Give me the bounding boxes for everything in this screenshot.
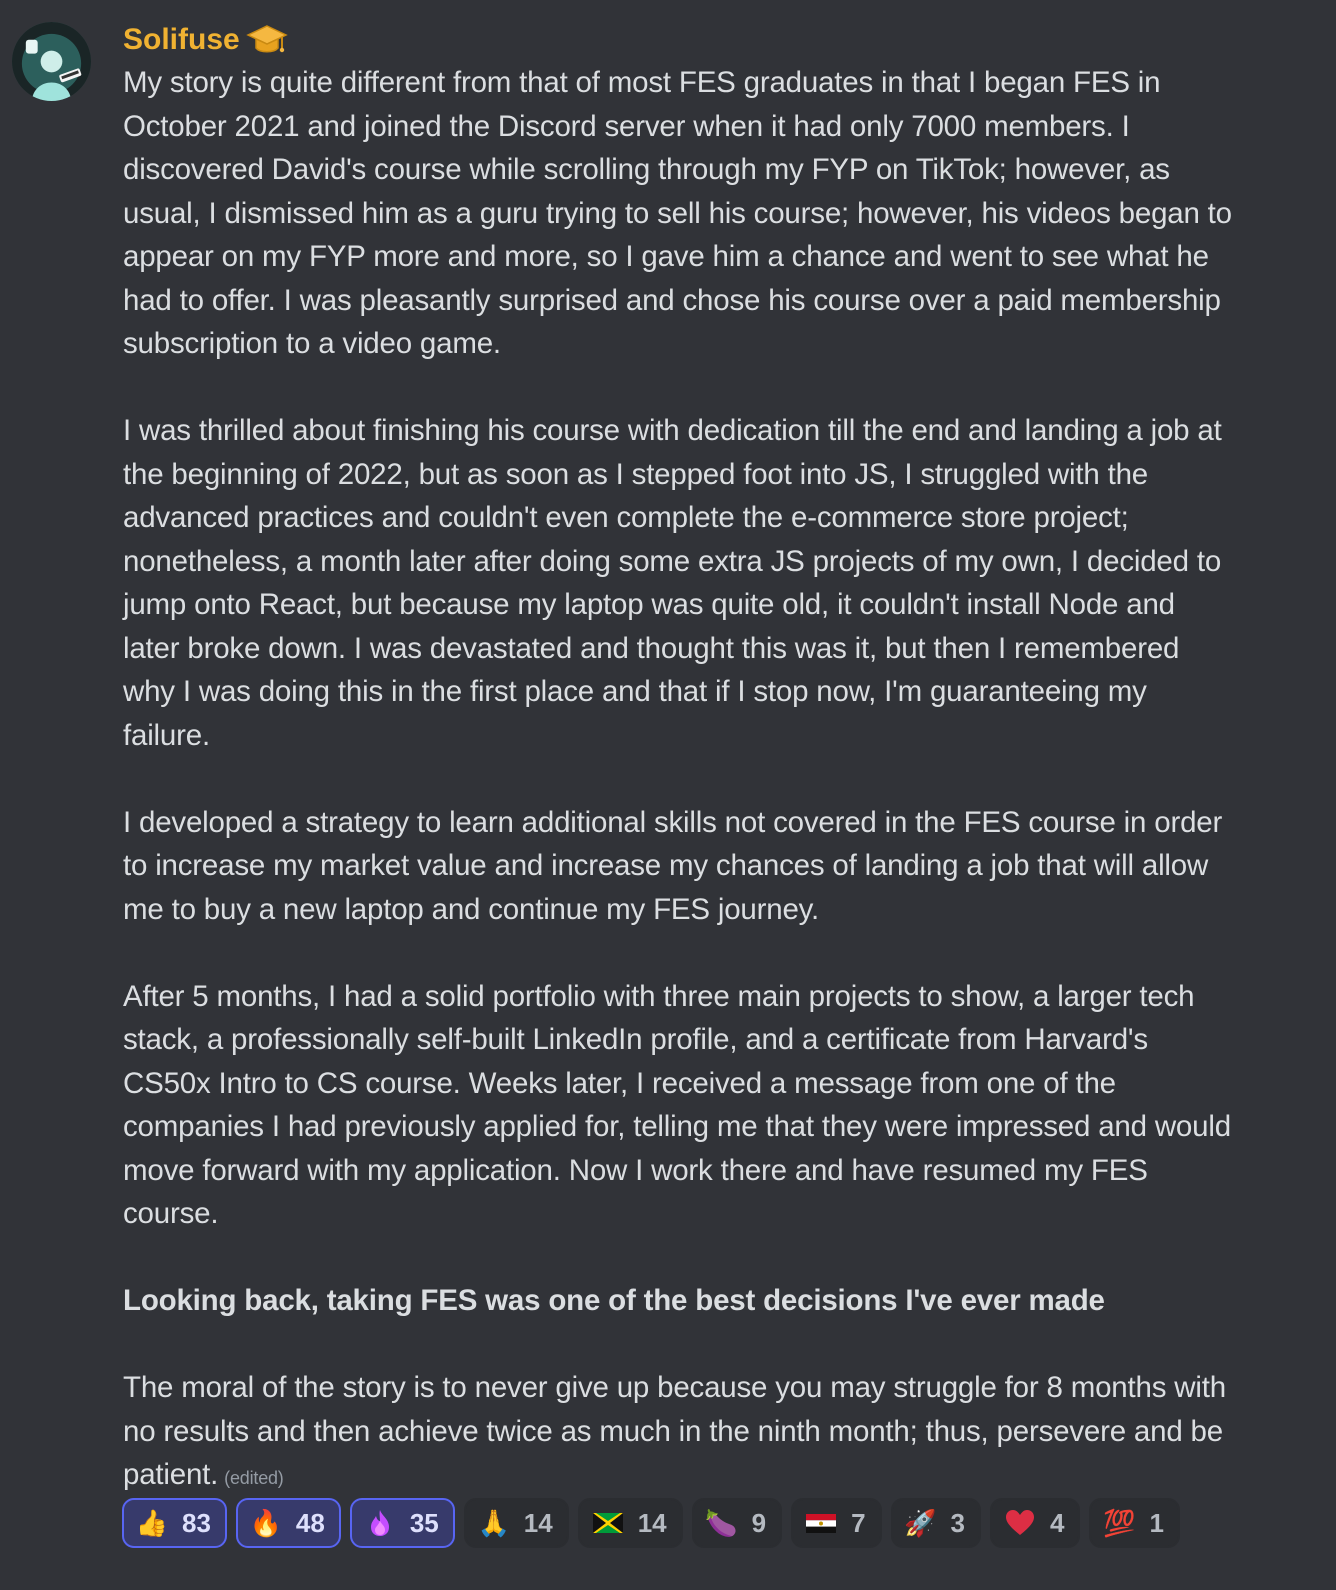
reactions-bar: [122, 1498, 1180, 1548]
reaction-thumbs-up[interactable]: [122, 1498, 227, 1548]
reaction-count: 4: [1050, 1507, 1065, 1538]
jamaica-flag-icon: [592, 1507, 624, 1539]
reaction-fire[interactable]: [236, 1498, 341, 1548]
eggplant-icon: 🍆: [705, 1508, 738, 1538]
reaction-count: 14: [637, 1507, 667, 1538]
graduation-cap-icon: [246, 23, 288, 57]
reaction-jamaica-flag[interactable]: [578, 1498, 683, 1548]
hundred-points-icon: 💯: [1103, 1508, 1136, 1538]
reaction-heart[interactable]: [990, 1498, 1080, 1548]
message-paragraph-bold: Looking back, taking FES was one of the best decisions I've ever made: [123, 1284, 1105, 1317]
message-paragraph-6: [123, 1366, 1233, 1501]
purple-fire-icon: [364, 1507, 396, 1539]
fire-icon: 🔥: [249, 1508, 283, 1538]
message-paragraph-6-text: The moral of the story is to never give up because you may struggle for 8 months with no results and then achieve twice as much in the ninth month; thus, persevere and be patient.: [123, 1371, 1226, 1491]
reaction-count: 9: [751, 1507, 767, 1538]
avatar-image: [12, 22, 91, 101]
username[interactable]: Solifuse: [123, 23, 240, 56]
message-paragraph-3: I developed a strategy to learn additional skills not covered in the FES course in order to increase my market value and increase my chances of landing a job that will allow me to buy a new laptop and continue my FES journey.: [123, 805, 1223, 926]
reaction-count: 3: [950, 1507, 966, 1538]
reaction-eggplant[interactable]: [692, 1498, 782, 1548]
reaction-count: 48: [295, 1507, 325, 1538]
reaction-folded-hands[interactable]: [464, 1498, 569, 1548]
reaction-count: 1: [1149, 1507, 1164, 1538]
reaction-count: 35: [409, 1507, 439, 1538]
heart-icon: [1004, 1507, 1036, 1539]
message-header: [123, 20, 288, 60]
reaction-rocket[interactable]: [891, 1498, 981, 1548]
folded-hands-icon: 🙏: [477, 1508, 510, 1538]
thumbs-up-icon: 👍: [135, 1508, 169, 1538]
reaction-count: 83: [182, 1507, 211, 1538]
rocket-icon: 🚀: [904, 1508, 937, 1538]
edited-label: (edited): [224, 1468, 284, 1488]
message-paragraph-2: I was thrilled about finishing his course with dedication till the end and landing a job at the beginning of 2022, but as soon as I stepped foot into JS, I struggled with the advanced practices and couldn't even complete the e-commerce store project; nonetheless, a month later after doing some extra JS projects of my own, I decided to jump onto React, but because my laptop was quite old, it couldn't install Node and later broke down. I was devastated and thought this was it, but then I remembered why I was doing this in the first place and that if I stop now, I'm guaranteeing my failure.: [123, 414, 1222, 752]
reaction-hundred-points[interactable]: [1089, 1498, 1179, 1548]
reaction-egypt-flag[interactable]: [791, 1498, 881, 1548]
message-paragraph-1: My story is quite different from that of most FES graduates in that I began FES in October 2021 and joined the Discord server when it had only 7000 members. I discovered David's course while scrolling through my FYP on TikTok; however, as usual, I dismissed him as a guru trying to sell his course; however, his videos began to appear on my FYP more and more, so I gave him a chance and went to see what he had to offer. I was pleasantly surprised and chose his course over a paid membership subscription to a video game.: [123, 66, 1232, 360]
message-content: [123, 61, 1233, 1501]
message-paragraph-4: After 5 months, I had a solid portfolio with three main projects to show, a larger tech stack, a professionally self-built LinkedIn profile, and a certificate from Harvard's CS50x Intro to CS course. Weeks later, I received a message from one of the companies I had previously applied for, telling me that they were impressed and would move forward with my application. Now I work there and have resumed my FES course.: [123, 979, 1231, 1230]
reaction-purple-fire[interactable]: [350, 1498, 455, 1548]
reaction-count: 7: [851, 1507, 866, 1538]
reaction-count: 14: [523, 1507, 553, 1538]
egypt-flag-icon: [805, 1507, 837, 1539]
user-avatar[interactable]: [12, 22, 91, 101]
